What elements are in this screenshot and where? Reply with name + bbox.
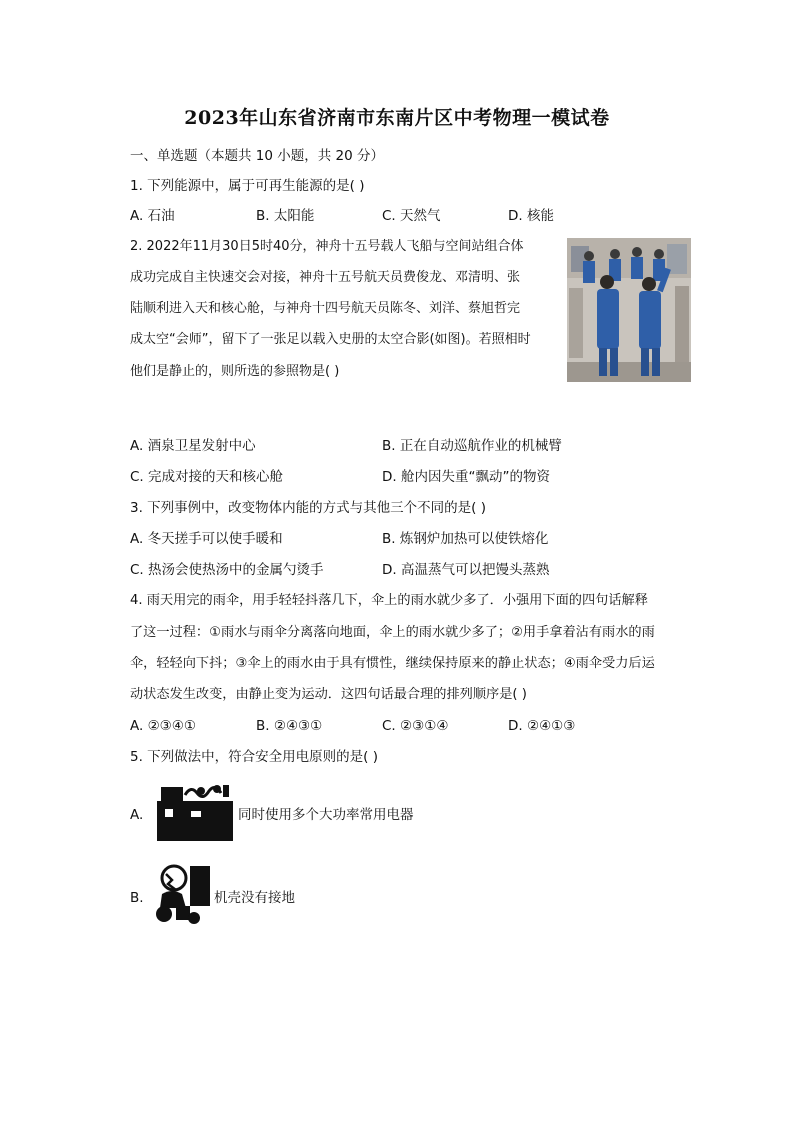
question-1-stem: 1. 下列能源中，属于可再生能源的是( ) [130, 178, 365, 194]
overloaded-socket-icon [155, 781, 235, 841]
q1-option-a: A. 石油 [130, 208, 175, 224]
q1-option-c: C. 天然气 [382, 208, 441, 224]
q2-option-a: A. 酒泉卫星发射中心 [130, 438, 256, 454]
q4-option-d: D. ②④①③ [508, 718, 576, 734]
question-4-line: 伞，轻轻向下抖；③伞上的雨水由于具有惯性，继续保持原来的静止状态；④雨伞受力后运 [130, 656, 655, 671]
q2-option-d: D. 舱内因失重“飘动”的物资 [382, 469, 550, 485]
q5-option-a-text: 同时使用多个大功率常用电器 [238, 807, 414, 823]
question-2-line: 他们是静止的，则所选的参照物是( ) [130, 364, 340, 379]
q3-option-c: C. 热汤会使热汤中的金属勺烫手 [130, 562, 324, 578]
question-2-line: 成太空“会师”，留下了一张足以载入史册的太空合影(如图)。若照相时 [130, 332, 531, 347]
q2-option-c: C. 完成对接的天和核心舱 [130, 469, 284, 485]
ungrounded-appliance-icon [150, 860, 212, 928]
q1-option-b: B. 太阳能 [256, 208, 315, 224]
q3-option-a: A. 冬天搓手可以使手暖和 [130, 531, 283, 547]
question-2-line: 陆顺利进入天和核心舱，与神舟十四号航天员陈冬、刘洋、蔡旭哲完 [130, 301, 521, 316]
section-heading: 一、单选题（本题共 10 小题，共 20 分） [130, 148, 385, 164]
question-4-line: 4. 雨天用完的雨伞，用手轻轻抖落几下，伞上的雨水就少多了．小强用下面的四句话解释 [130, 593, 648, 608]
astronauts-photo [567, 238, 691, 382]
question-2-line: 成功完成自主快速交会对接，神舟十五号航天员费俊龙、邓清明、张 [130, 270, 521, 285]
q1-option-d: D. 核能 [508, 208, 554, 224]
question-5-stem: 5. 下列做法中，符合安全用电原则的是( ) [130, 749, 378, 765]
q5-option-a-letter: A. [130, 807, 144, 823]
q5-option-b-letter: B. [130, 890, 144, 906]
q4-option-b: B. ②④③① [256, 718, 323, 734]
question-2-line: 2. 2022年11月30日5时40分，神舟十五号载人飞船与空间站组合体 [130, 239, 524, 254]
q2-option-b: B. 正在自动巡航作业的机械臂 [382, 438, 562, 454]
q5-option-b-text: 机壳没有接地 [214, 890, 295, 906]
q3-option-b: B. 炼钢炉加热可以使铁熔化 [382, 531, 549, 547]
page-title: 2023年山东省济南市东南片区中考物理一模试卷 [184, 107, 610, 129]
q3-option-d: D. 高温蒸气可以把馒头蒸熟 [382, 562, 550, 578]
question-3-stem: 3. 下列事例中，改变物体内能的方式与其他三个不同的是( ) [130, 500, 486, 516]
question-4-line: 动状态发生改变，由静止变为运动．这四句话最合理的排列顺序是( ) [130, 687, 527, 702]
q4-option-a: A. ②③④① [130, 718, 196, 734]
question-4-line: 了这一过程：①雨水与雨伞分离落向地面，伞上的雨水就少多了；②用手拿着沾有雨水的雨 [130, 625, 655, 640]
q4-option-c: C. ②③①④ [382, 718, 449, 734]
